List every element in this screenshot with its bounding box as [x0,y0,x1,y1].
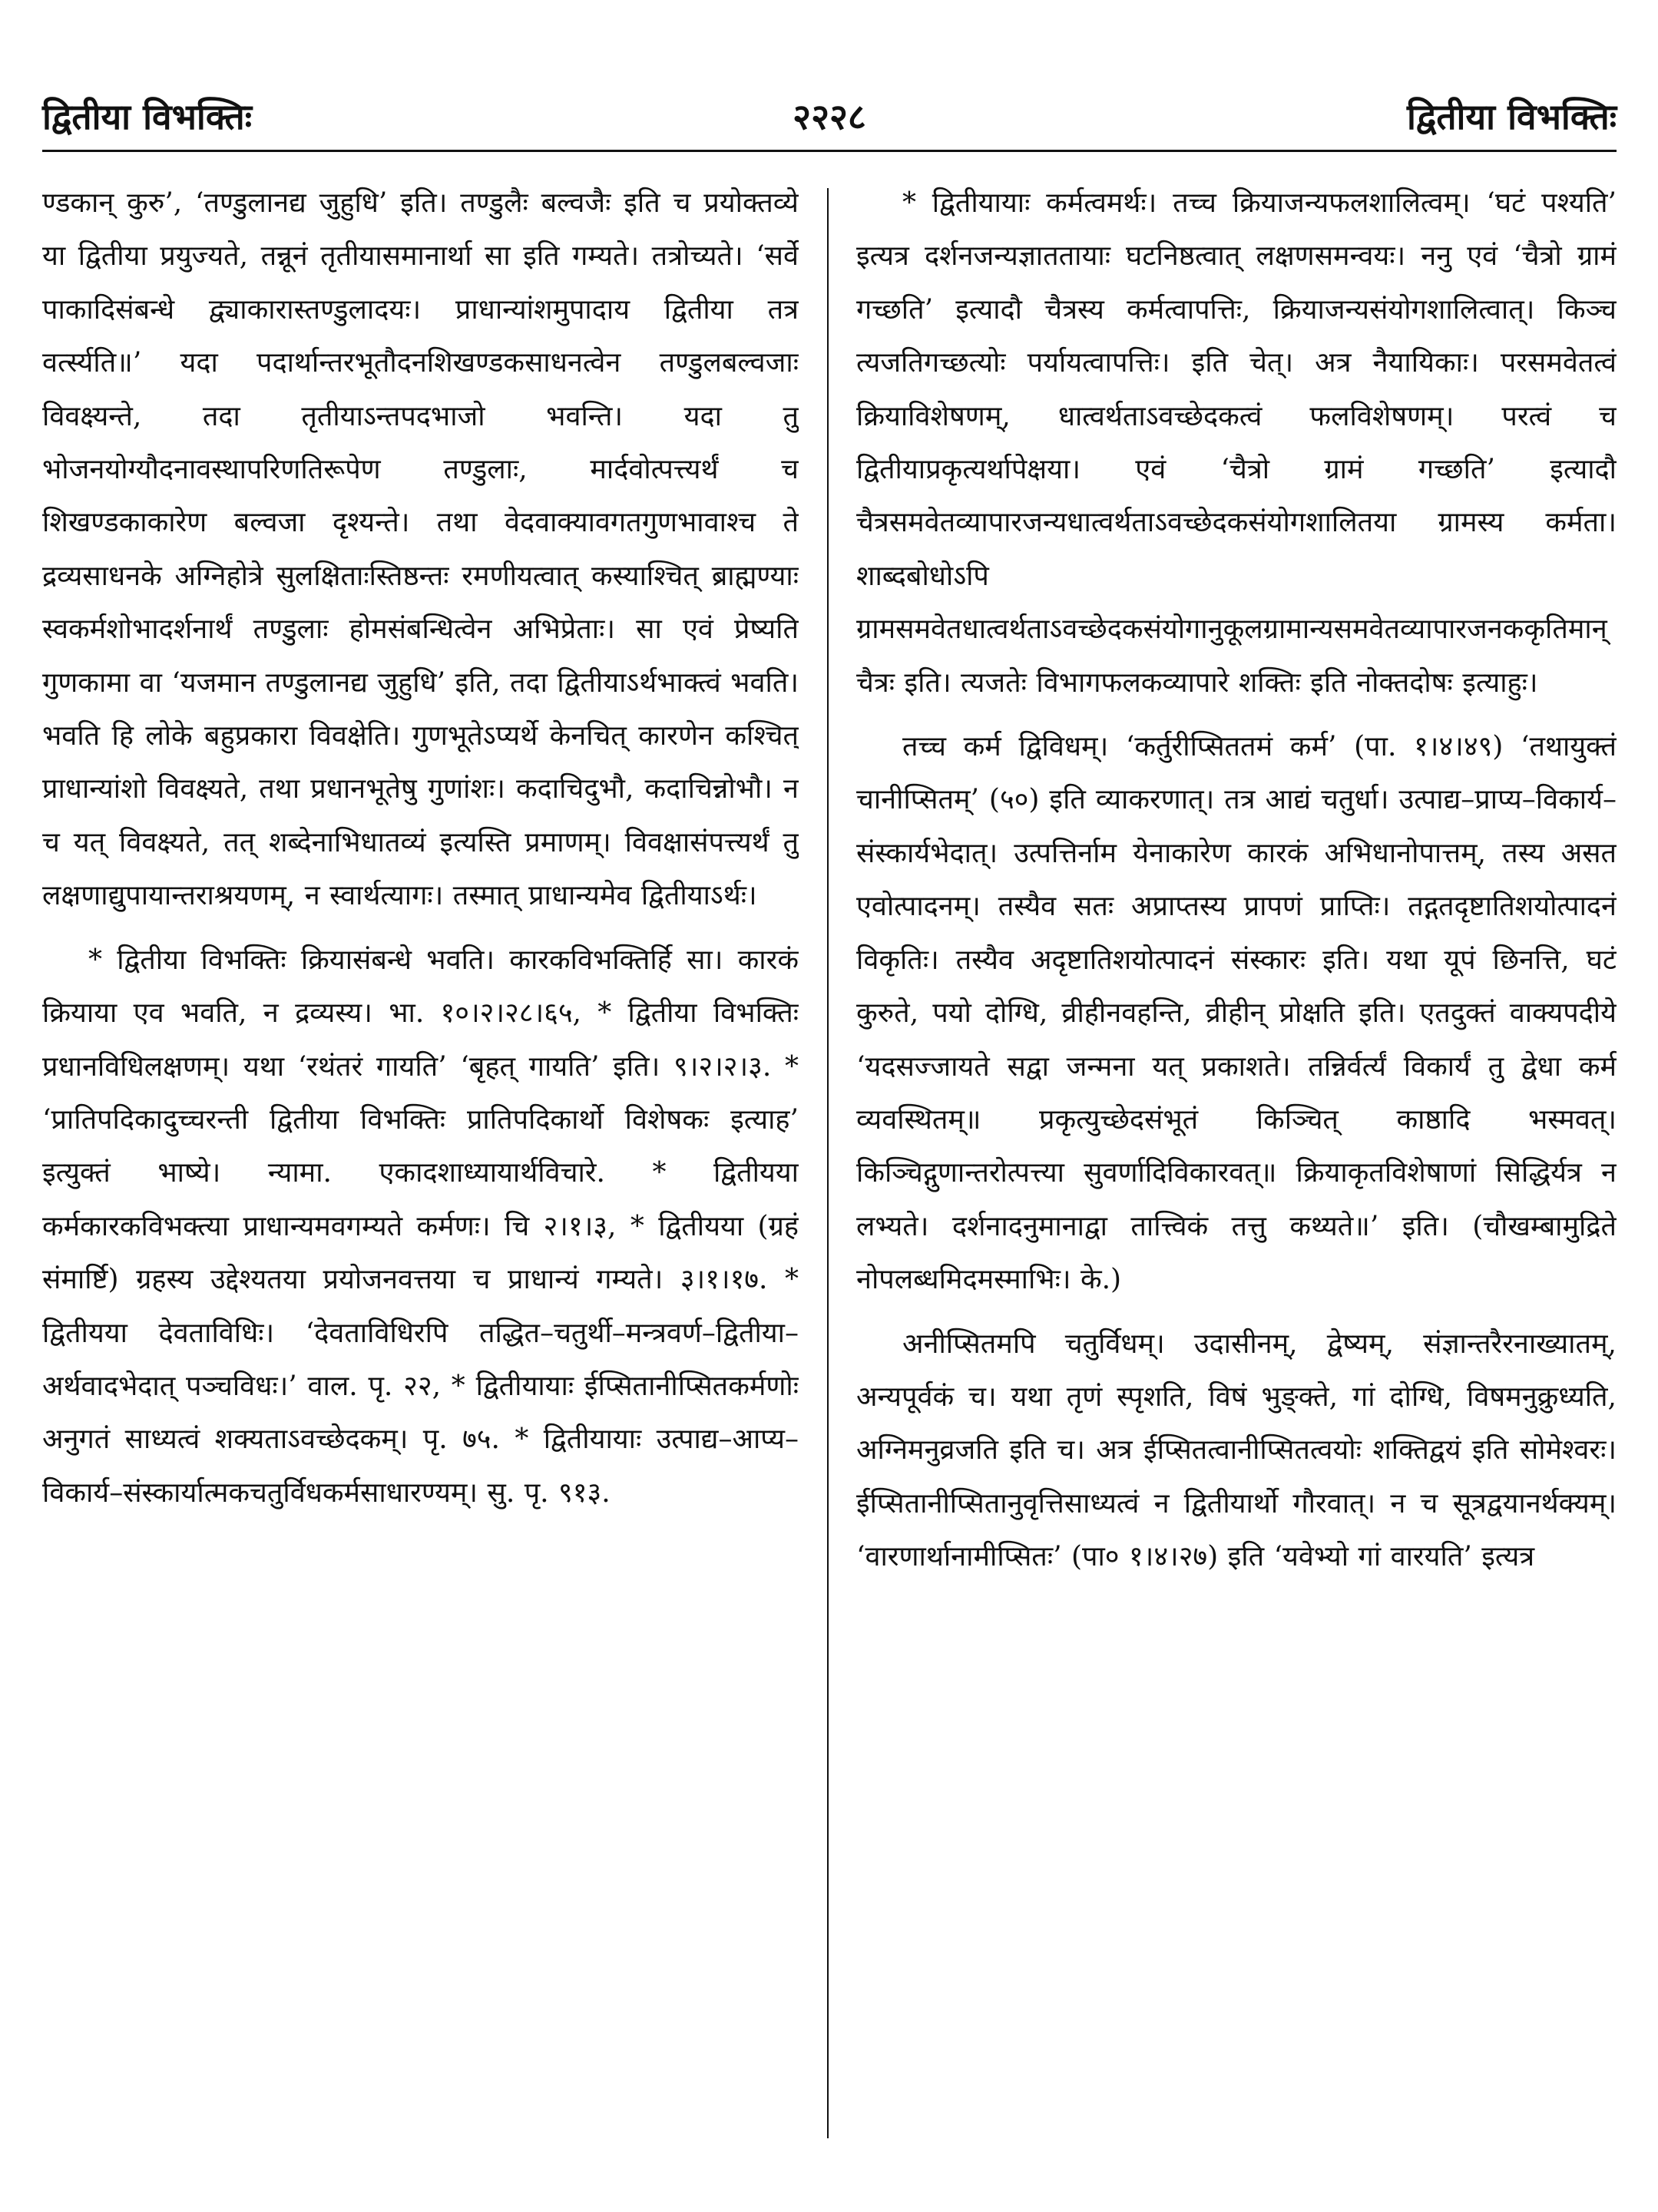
page-number: २२२८ [793,96,866,137]
right-paragraph-2: तच्च कर्म द्विविधम्। ‘कर्तुरीप्सिततमं कर्म’ (पा. १।४।४९) ‘तथायुक्तं चानीप्सितम्’ (५०) इति व्याकरणात्। तत्र आद्यं चतुर्धा। उत्पाद्य–प्राप्य–विकार्य–संस्कार्यभेदात्। उत्पत्तिर्नाम येनाकारेण कारकं अभिधानोपात्तम्, तस्य असत एवोत्पादनम्। तस्यैव सतः अप्राप्तस्य प्रापणं प्राप्तिः। तद्गतदृष्टातिशयोत्पादनं विकृतिः। तस्यैव अदृष्टातिशयोत्पादनं संस्कारः इति। यथा यूपं छिनत्ति, घटं कुरुते, पयो दोग्धि, व्रीहीनवहन्ति, व्रीहीन् प्रोक्षति इति। एतदुक्तं वाक्यपदीये ‘यदसज्जायते सद्वा जन्मना यत् प्रकाशते। तन्निर्वर्त्यं विकार्यं तु द्वेधा कर्म व्यवस्थितम्॥ प्रकृत्युच्छेदसंभूतं किञ्चित् काष्ठादि भस्मवत्। किञ्चिद्गुणान्तरोत्पत्त्या सुवर्णादिविकारवत्॥ क्रियाकृतविशेषाणां सिद्धिर्यत्र न लभ्यते। दर्शनादनुमानाद्वा तात्त्विकं तत्तु कथ्यते॥’ इति। (चौखम्बामुद्रिते नोपलब्धमिदमस्माभिः। के.) [856,731,1617,1296]
right-paragraph-1: * द्वितीयायाः कर्मत्वमर्थः। तच्च क्रियाजन्यफलशालित्वम्। ‘घटं पश्यति’ इत्यत्र दर्शनजन्यज्ञाततायाः घटनिष्ठत्वात् लक्षणसमन्वयः। ननु एवं ‘चैत्रो ग्रामं गच्छति’ इत्यादौ चैत्रस्य कर्मत्वापत्तिः, क्रियाजन्यसंयोगशालित्वात्। किञ्च त्यजतिगच्छत्योः पर्यायत्वापत्तिः। इति चेत्। अत्र नैयायिकाः। परसमवेतत्वं क्रियाविशेषणम्, धात्वर्थताऽवच्छेदकत्वं फलविशेषणम्। परत्वं च द्वितीयाप्रकृत्यर्थापेक्षया। एवं ‘चैत्रो ग्रामं गच्छति’ इत्यादौ चैत्रसमवेतव्यापारजन्यधात्वर्थताऽवच्छेदकसंयोगशालितया ग्रामस्य कर्मता। शाब्दबोधोऽपि ग्रामसमवेतधात्वर्थताऽवच्छेदकसंयोगानुकूलग्रामान्यसमवेतव्यापारजनककृतिमान् चैत्रः इति। त्यजतेः विभागफलकव्यापारे शक्तिः इति नोक्तदोषः इत्याहुः। [856,187,1617,699]
page-header [42,77,1617,146]
left-column [42,177,799,2142]
header-divider [42,150,1617,152]
left-paragraph-1: ण्डकान् कुरु’, ‘तण्डुलानद्य जुहुधि’ इति। तण्डुलैः बल्वजैः इति च प्रयोक्तव्ये या द्वितीया प्रयुज्यते, तन्नूनं तृतीयासमानार्था सा इति गम्यते। तत्रोच्यते। ‘सर्वे पाकादिसंबन्धे द्व्याकारास्तण्डुलादयः। प्राधान्यांशमुपादाय द्वितीया तत्र वर्त्स्यति॥’ यदा पदार्थान्तरभूतौदनशिखण्डकसाधनत्वेन तण्डुलबल्वजाः विवक्ष्यन्ते, तदा तृतीयाऽन्तपदभाजो भवन्ति। यदा तु भोजनयोग्यौदनावस्थापरिणतिरूपेण तण्डुलाः, मार्दवोत्पत्त्यर्थं च शिखण्डकाकारेण बल्वजा दृश्यन्ते। तथा वेदवाक्यावगतगुणभावाश्च ते द्रव्यसाधनके अग्निहोत्रे सुलक्षिताःस्तिष्ठन्तः रमणीयत्वात् कस्याश्चित् ब्राह्मण्याः स्वकर्मशोभादर्शनार्थं तण्डुलाः होमसंबन्धित्वेन अभिप्रेताः। सा एवं प्रेष्यति गुणकामा वा ‘यजमान तण्डुलानद्य जुहुधि’ इति, तदा द्वितीयाऽर्थभाक्त्वं भवति। भवति हि लोके बहुप्रकारा विवक्षेति। गुणभूतेऽप्यर्थे केनचित् कारणेन कश्चित् प्राधान्यांशो विवक्ष्यते, तथा प्रधानभूतेषु गुणांशः। कदाचिदुभौ, कदाचिन्नोभौ। न च यत् विवक्ष्यते, तत् शब्देनाभिधातव्यं इत्यस्ति प्रमाणम्। विवक्षासंपत्त्यर्थं तु लक्षणाद्युपायान्तराश्रयणम्, न स्वार्थत्यागः। तस्मात् प्राधान्यमेव द्वितीयाऽर्थः। [42,187,799,912]
header-right-title: द्वितीया विभक्तिः [1406,96,1617,137]
dictionary-page [42,31,1617,2181]
column-divider [827,188,829,2138]
header-left-title: द्वितीया विभक्तिः [42,96,253,137]
right-paragraph-3: अनीप्सितमपि चतुर्विधम्। उदासीनम्, द्वेष्यम्, संज्ञान्तरैरनाख्यातम्, अन्यपूर्वकं च। यथा तृणं स्पृशति, विषं भुङ्क्ते, गां दोग्धि, विषमनुक्रुध्यति, अग्निमनुव्रजति इति च। अत्र ईप्सितत्वानीप्सितत्वयोः शक्तिद्वयं इति सोमेश्वरः। ईप्सितानीप्सितानुवृत्तिसाध्यत्वं न द्वितीयार्थो गौरवात्। न च सूत्रद्वयानर्थक्यम्। ‘वारणार्थानामीप्सितः’ (पा० १।४।२७) इति ‘यवेभ्यो गां वारयति’ इत्यत्र [856,1328,1617,1573]
right-column [856,177,1617,2142]
left-paragraph-2: * द्वितीया विभक्तिः क्रियासंबन्धे भवति। कारकविभक्तिर्हि सा। कारकं क्रियाया एव भवति, न द्रव्यस्य। भा. १०।२।२८।६५, * द्वितीया विभक्तिः प्रधानविधिलक्षणम्। यथा ‘रथंतरं गायति’ ‘बृहत् गायति’ इति। ९।२।२।३. * ‘प्रातिपदिकादुच्चरन्ती द्वितीया विभक्तिः प्रातिपदिकार्थो विशेषकः इत्याह’ इत्युक्तं भाष्ये। न्यामा. एकादशाध्यायार्थविचारे. * द्वितीयया कर्मकारकविभक्त्या प्राधान्यमवगम्यते कर्मणः। चि २।१।३, * द्वितीयया (ग्रहं संमार्ष्टि) ग्रहस्य उद्देश्यतया प्रयोजनवत्तया च प्राधान्यं गम्यते। ३।१।१७. * द्वितीयया देवताविधिः। ‘देवताविधिरपि तद्धित–चतुर्थी–मन्त्रवर्ण–द्वितीया–अर्थवादभेदात् पञ्चविधः।’ वाल. पृ. २२, * द्वितीयायाः ईप्सितानीप्सितकर्मणोः अनुगतं साध्यत्वं शक्यताऽवच्छेदकम्। पृ. ७५. * द्वितीयायाः उत्पाद्य–आप्य–विकार्य–संस्कार्यात्मकचतुर्विधकर्मसाधारण्यम्। सु. पृ. ९१३. [42,944,799,1509]
